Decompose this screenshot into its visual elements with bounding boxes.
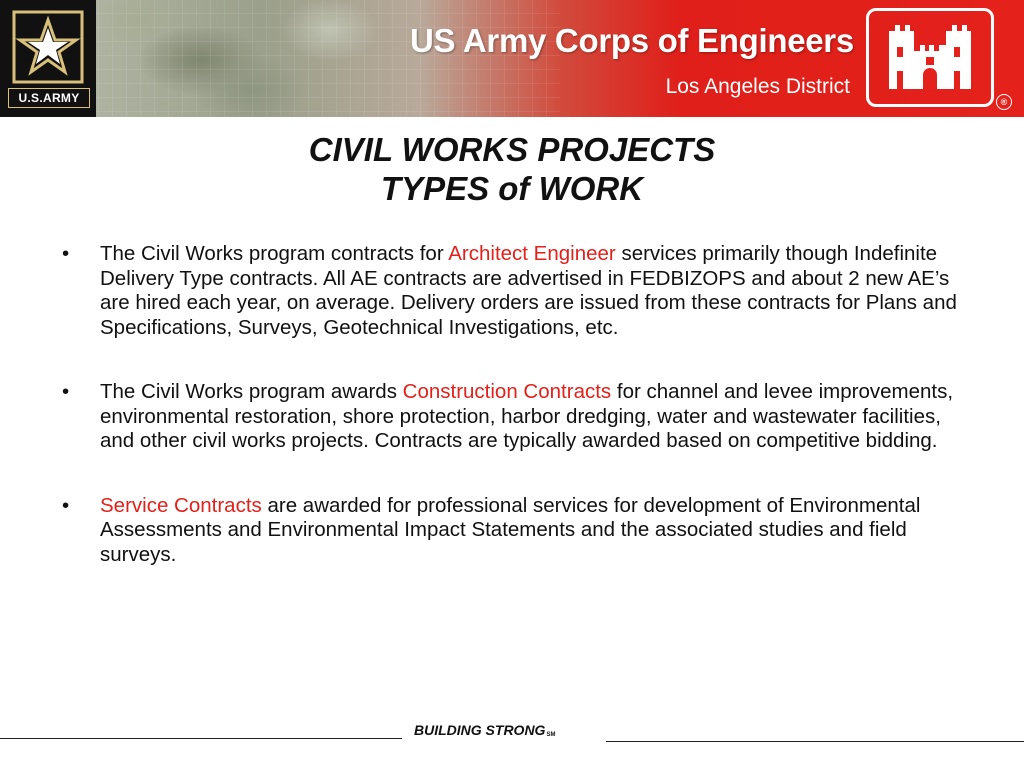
bullet-construction-contracts	[62, 380, 972, 454]
bullet-architect-engineer	[62, 242, 972, 340]
service-mark: SM	[546, 732, 556, 738]
slide-title	[0, 130, 1024, 208]
footer-slogan	[414, 722, 600, 738]
bullet-text-pre: The Civil Works program awards	[100, 380, 403, 403]
bullet-marker: •	[62, 493, 70, 517]
footer-divider-right	[606, 741, 1024, 742]
bullet-text-post: for channel and levee improvements, environmental restoration, shore protection, harbor dredging, water and wastewater facilities, and other civil works projects. Contracts are typically awarded based on competitive bidding.	[100, 380, 954, 452]
bullet-text-post: services primarily though Indefinite Delivery Type contracts. All AE contracts are advertised in FEDBIZOPS and about 2 new AE’s are hired each year, on average. Delivery orders are issued from these contracts for Plans and Specifications, Surveys, Geotechnical Investigations, etc.	[100, 242, 957, 339]
corps-castle-logo	[866, 8, 994, 107]
bullet-list	[62, 242, 972, 567]
bullet-highlight: Service Contracts	[100, 493, 262, 517]
army-star-icon	[8, 8, 88, 86]
bullet-marker: •	[62, 380, 70, 403]
header-banner	[0, 0, 1024, 117]
bullet-marker: •	[62, 242, 70, 265]
bullet-service-contracts	[62, 494, 972, 568]
bullet-highlight: Construction Contracts	[402, 380, 612, 403]
bullet-highlight: Architect Engineer	[448, 242, 616, 265]
district-name: Los Angeles District	[665, 75, 850, 98]
registered-mark: ®	[996, 94, 1012, 110]
bullet-text-pre: The Civil Works program contracts for	[100, 242, 449, 265]
title-line-2: TYPES of WORK	[380, 170, 644, 207]
title-line-1: CIVIL WORKS PROJECTS	[308, 131, 716, 168]
castle-icon	[887, 21, 973, 95]
bullet-text-post: are awarded for professional services for development of Environmental Assessments and Environmental Impact Statements and the associated studies and field surveys.	[100, 493, 921, 566]
footer-divider-left	[0, 738, 402, 739]
us-army-logo	[0, 0, 96, 117]
footer-slogan-text: BUILDING STRONG	[414, 722, 546, 738]
army-logo-text: U.S.ARMY	[8, 88, 90, 108]
org-title: US Army Corps of Engineers	[410, 22, 854, 59]
